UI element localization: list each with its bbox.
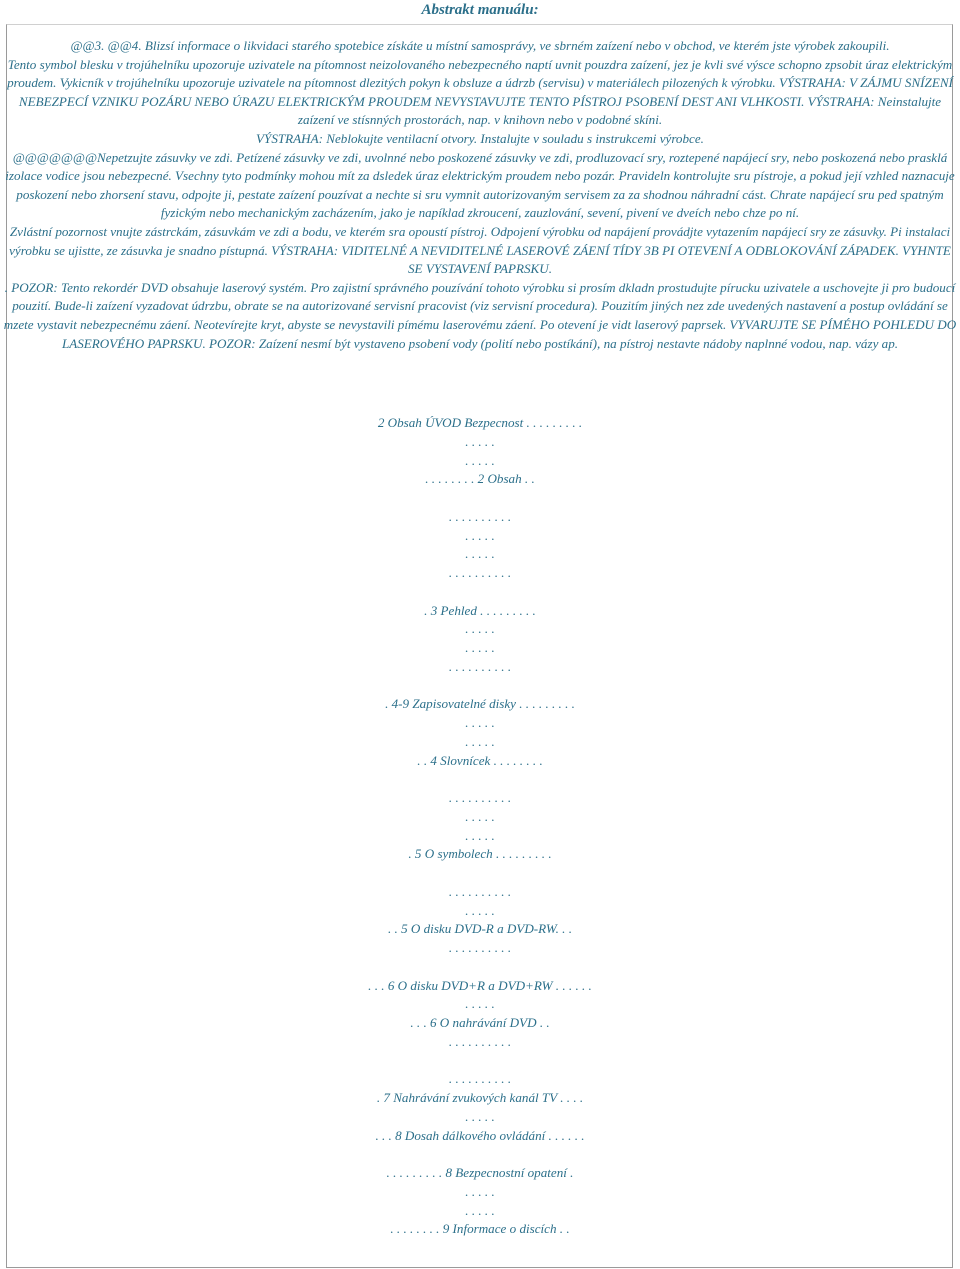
table-of-contents	[0, 414, 960, 1239]
toc-line: . . . . . . . . . .	[448, 508, 512, 524]
toc-line: . . . . . . . . . .	[448, 658, 512, 674]
toc-line: . . . . . . . . . .	[448, 1071, 512, 1087]
toc-line: . . . 6 O disku DVD+R a DVD+RW . . . . . .	[368, 977, 592, 993]
paragraph-ventilation: VÝSTRAHA: Neblokujte ventilacní otvory. Instalujte v souladu s instrukcemi výrobce.	[256, 130, 704, 146]
toc-line	[0, 1145, 960, 1164]
toc-line: . . . . .	[465, 433, 495, 449]
toc-line: . . . . . . . . 9 Informace o discích . .	[390, 1221, 570, 1237]
toc-line: . . . . . . . . . .	[448, 940, 512, 955]
toc-line: . . 5 O disku DVD-R a DVD-RW. . .	[387, 921, 573, 937]
toc-line: . . . . .	[465, 715, 495, 730]
toc-line	[0, 583, 960, 602]
toc-line: . . . . .	[465, 640, 495, 655]
toc-line	[0, 770, 960, 789]
toc-line: . 7 Nahrávání zvukových kanál TV . . . .	[376, 1090, 584, 1105]
document-title: Abstrakt manuálu:	[421, 2, 539, 18]
paragraph-disposal: @@3. @@4. Blizsí informace o likvidaci starého spotebice získáte u místní samosprávy, ve sbrném zaízení nebo v obchod, ve kterém jste výrobek zakoupili.	[70, 38, 890, 53]
paragraph-warnings: Tento symbol blesku v trojúhelníku upozoruje uzivatele na pítomnost neizolovaného nebezpecného naptí uvnit pouzdra zaízení, jez je kvli své výsce schopno zpsobit úraz elektrickým proudem. Vykicník v trojúhelníku upozoruje uzivatele na pítomnost dlezitých pokyn k obsluze a údrzb (servisu) v materiálech pilozených k výrobku. VÝSTRAHA: V ZÁJMU SNÍZENÍ NEBEZPECÍ VZNIKU POZÁRU NEBO ÚRAZU ELEKTRICKÝM PROUDEM NEVYSTAVUJTE TENTO PÍSTROJ PSOBENÍ DEST ANI VLHKOSTI. VÝSTRAHA: Neinstalujte zaízení ve stísnných prostorách, nap. v knihovn nebo v podobné skíni.	[7, 56, 953, 128]
toc-line: . . . . .	[465, 621, 495, 637]
toc-line: . . . . . . . . . 8 Bezpecnostní opatení .	[386, 1165, 574, 1180]
toc-line: . . . . .	[465, 827, 495, 843]
toc-line: . . . . . . . . . .	[448, 565, 512, 580]
toc-line	[0, 489, 960, 508]
paragraph-laser: . POZOR: Tento rekordér DVD obsahuje laserový systém. Pro zajistní správného pouzívání tohoto výrobku si prosím dkladn prostudujte pírucku uzivatele a uschovejte ji pro budoucí pouzití. Bude-li zaízení vyzadovat údrzbu, obrate se na autorizované servisní pracovist (viz servisní procedura). Pouzitím jiných nez zde uvedených nastavení a postup ovládání se mzete vystavit nebezpecnému záení. Neotevírejte kryt, abyste se nevystavili pímému laserovému záení. Po otevení je vidt laserový paprsek. VYVARUJTE SE PÍMÉHO POHLEDU DO LASEROVÉHO PAPRSKU. POZOR: Zaízení nesmí být vystaveno psobení vody (polití nebo postíkání), na pístroj nestavte nádoby naplnné vodou, nap. vázy ap.	[3, 279, 957, 351]
paragraph-plug: Zvlástní pozornost vnujte zástrckám, zásuvkám ve zdi a bodu, ve kterém sra opoustí pístroj. Odpojení výrobku od napájení provádjte vytazením napájecí sry ze zásuvky. Pi instalaci výrobku se ujistte, ze zásuvka je snadno pístupná. VÝSTRAHA: VIDITELNÉ A NEVIDITELNÉ LASEROVÉ ZÁENÍ TÍDY 3B PI OTEVENÍ A ODBLOKOVÁNÍ ZÁPADEK. VYHNTE SE VYSTAVENÍ PAPRSKU.	[9, 223, 951, 277]
toc-line: . 3 Pehled . . . . . . . . .	[424, 602, 536, 618]
toc-line: . . . . . . . . 2 Obsah . .	[425, 471, 535, 487]
toc-line: . . . . .	[465, 1183, 495, 1199]
toc-line: . . . . .	[465, 996, 495, 1012]
toc-line: . 5 O symbolech . . . . . . . . .	[408, 846, 552, 862]
toc-line: . . . . .	[465, 546, 495, 562]
toc-line: . . . 6 O nahrávání DVD . .	[410, 1015, 550, 1030]
toc-line	[0, 677, 960, 696]
toc-line: . . . . .	[465, 527, 495, 543]
toc-line	[0, 958, 960, 977]
toc-line: 2 Obsah ÚVOD Bezpecnost . . . . . . . . .	[377, 415, 583, 430]
toc-line: . . . . .	[465, 452, 495, 468]
toc-line: . . . . . . . . . .	[448, 790, 512, 805]
toc-line: . . . . .	[465, 733, 495, 749]
toc-line: . . . . . . . . . .	[448, 883, 512, 899]
toc-line: . 4-9 Zapisovatelné disky . . . . . . . . .	[385, 696, 575, 712]
toc-line: . . . . .	[465, 1108, 495, 1124]
toc-line: . . . . . . . . . .	[448, 1033, 512, 1049]
toc-line: . . . 8 Dosah dálkového ovládání . . . . . .	[375, 1127, 585, 1143]
toc-line: . . . . .	[465, 1202, 495, 1218]
toc-line: . . . . .	[465, 808, 495, 824]
toc-line: . . . . .	[465, 902, 495, 918]
toc-line	[0, 1052, 960, 1071]
paragraph-power-cord: @@@@@@@Nepetzujte zásuvky ve zdi. Petízené zásuvky ve zdi, uvolnné nebo poskozené zásuvky ve zdi, prodluzovací sry, roztepené napájecí sry, nebo poskozená nebo prasklá izolace vodice jsou nebezpecné. Vsechny tyto podmínky mohou mít za dsledek úraz elektrickým proudem nebo pozár. Pravideln kontrolujte sru pístroje, a pokud její vzhled naznacuje poskození nebo zhorsení stavu, odpojte ji, pestate zaízení pouzívat a nechte si sru vymnit autorizovaným servisem za za shodnou náhradní cást. Chrate napájecí sru ped spatným fyzickým nebo mechanickým zacházením, jako je napíklad zkroucení, zauzlování, sevení, pivení ve dveích nebo chze po ní.	[5, 149, 955, 221]
manual-body	[0, 37, 960, 353]
toc-line: . . 4 Slovnícek . . . . . . . .	[417, 752, 543, 768]
toc-line	[0, 864, 960, 883]
